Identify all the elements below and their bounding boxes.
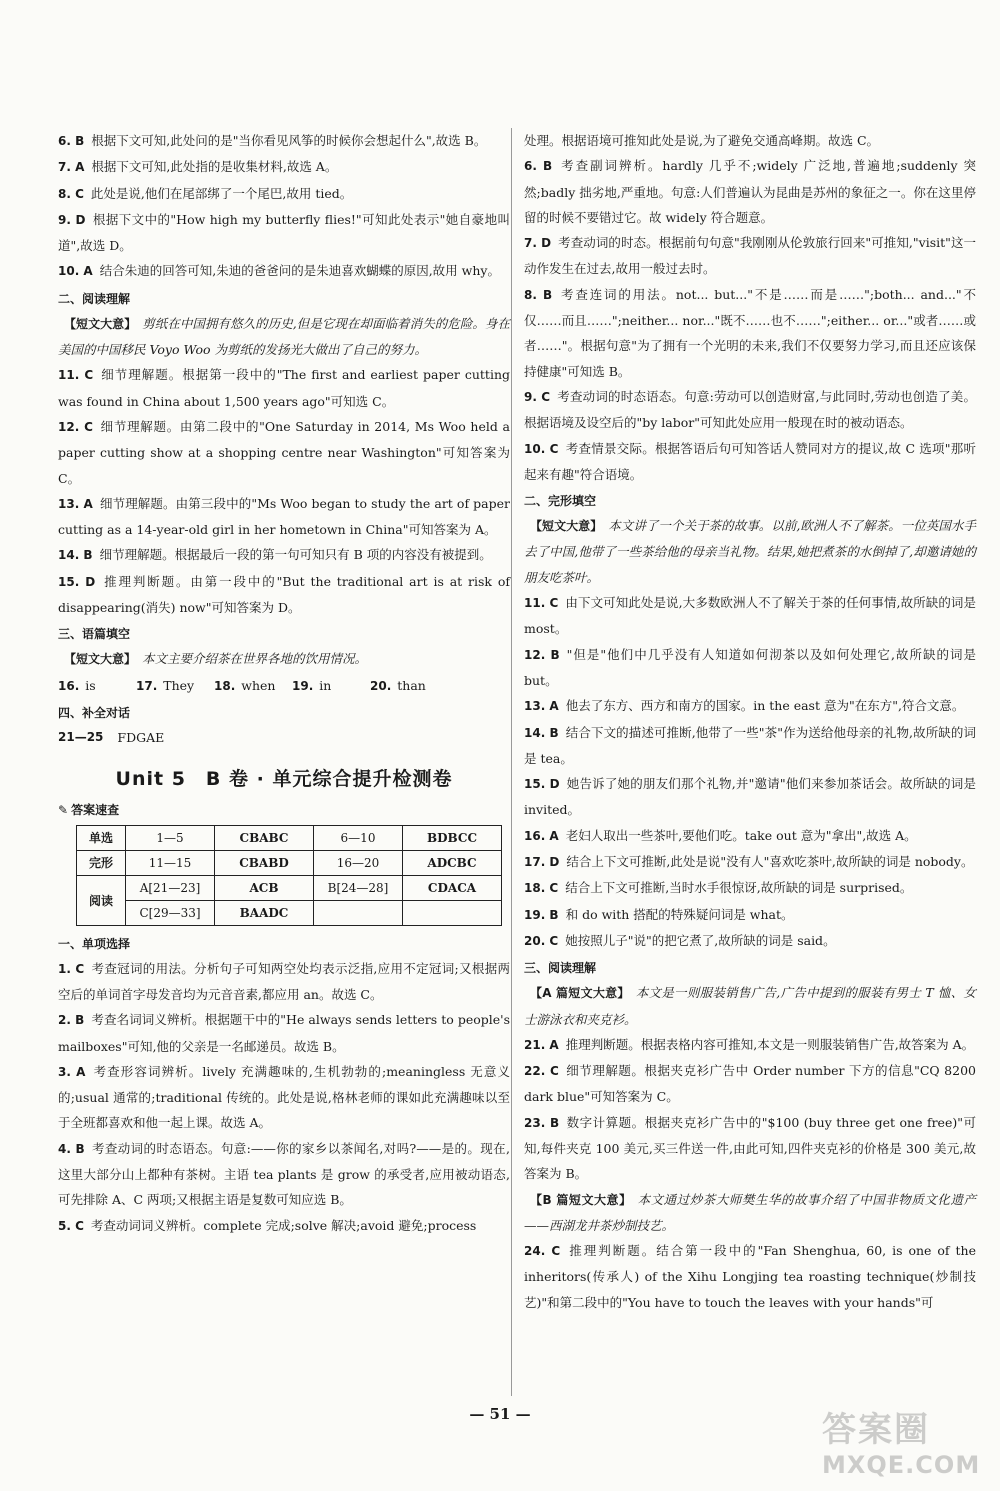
answer-item	[58, 362, 510, 414]
answer-item	[58, 207, 510, 259]
answer-number: 10. C	[524, 441, 559, 456]
answer-explanation: 推理判断题。根据表格内容可推知,本文是一则服装销售广告,故答案为 A。	[565, 1036, 975, 1052]
right-column	[524, 128, 976, 1315]
cloze-answer-number: 18.	[214, 678, 236, 693]
answer-item	[524, 1032, 976, 1058]
answer-number: 18. C	[524, 881, 559, 896]
answer-item	[524, 1110, 976, 1187]
answer-item	[524, 771, 976, 823]
answer-table-cell: CBABC	[215, 825, 314, 850]
cloze-answer-word: They	[163, 677, 195, 693]
answer-number: 19. B	[524, 907, 559, 922]
answer-table-row	[77, 900, 502, 925]
pen-icon: ✎	[58, 802, 69, 817]
answer-explanation: 考查动词的时态语态。句意:劳动可以创造财富,与此同时,劳动也创造了美。根据语境及设空后的"by labor"可知此处应用一般现在时的被动语态。	[524, 388, 976, 431]
answer-explanation: 考查动词的时态语态。句意:——你的家乡以茶闻名,对吗?——是的。现在,这里大部分山上都种有茶树。主语 tea plants 是 grow 的承受者,应用被动语态,可先排除 A、C 两项;又根据主语是复数可知应选 B。	[58, 1140, 510, 1208]
answer-number: 22. C	[524, 1064, 559, 1079]
summary-paragraph	[524, 980, 976, 1032]
answer-item	[524, 230, 976, 282]
answer-item	[58, 491, 510, 543]
answer-number: 17. D	[524, 855, 560, 870]
summary-paragraph	[58, 311, 510, 363]
answer-explanation: 结合上下文可推断,此处是说"没有人"喜欢吃茶叶,故所缺的词是 nobody。	[566, 854, 974, 870]
answer-number: 13. A	[58, 496, 93, 511]
answer-table-cell: C[29—33]	[126, 900, 215, 925]
cloze-answers-row	[58, 673, 510, 699]
answer-quick-check-label: 答案速查	[71, 802, 120, 817]
answer-item	[58, 258, 510, 284]
answer-item	[524, 849, 976, 875]
cloze-answer-word: than	[397, 677, 426, 693]
answer-table-cell: 完形	[77, 850, 126, 875]
answer-table	[76, 825, 502, 926]
answer-item	[58, 181, 510, 207]
cloze-answer-number: 17.	[136, 678, 158, 693]
answer-item	[58, 154, 510, 180]
answer-quick-check-heading	[58, 799, 510, 821]
answer-item	[58, 414, 510, 491]
answer-table-cell	[403, 900, 502, 925]
answer-table-cell: 单选	[77, 825, 126, 850]
cloze-answer	[214, 673, 292, 699]
answer-explanation: 他去了东方、西方和南方的国家。in the east 意为"在东方",符合文意。	[565, 698, 965, 714]
answer-explanation: 结合下文的描述可推断,他带了一些"茶"作为送给他母亲的礼物,故所缺的词是 tea。	[524, 724, 976, 766]
answer-explanation: 结合上下文可推断,当时水手很惊讶,故所缺的词是 surprised。	[565, 880, 913, 896]
section-heading: 二、完形填空	[524, 494, 597, 509]
answer-number: 8. B	[524, 287, 553, 302]
answer-explanation: 此处是说,他们在尾部绑了一个尾巴,故用 tied。	[90, 185, 353, 201]
continued-text: 处理。根据语境可推知此处是说,为了避免交通高峰期。故选 C。	[524, 133, 880, 148]
answer-table-cell: CBABD	[215, 850, 314, 875]
answer-number: 15. D	[524, 777, 560, 792]
answer-explanation: 推理判断题。由第一段中的"But the traditional art is at risk of disappearing(消失) now"可知答案为 D。	[58, 573, 510, 616]
dialog-answer-row	[58, 725, 510, 750]
answer-explanation: 老妇人取出一些茶叶,要他们吃。take out 意为"拿出",故选 A。	[565, 827, 917, 843]
watermark-logo	[822, 1402, 981, 1487]
answer-explanation: 考查动词词义辨析。complete 完成;solve 解决;avoid 避免;process	[90, 1217, 477, 1233]
section-heading: 一、单项选择	[58, 936, 131, 951]
answer-explanation: 细节理解题。由第二段中的"One Saturday in 2014, Ms Woo held a paper cutting show at a shopping centre near Washington"可知答案为 C。	[58, 418, 510, 486]
answer-item	[524, 875, 976, 901]
answer-item	[524, 720, 976, 772]
left-column	[58, 128, 510, 1239]
answer-item	[58, 1007, 510, 1059]
answer-table-row	[77, 850, 502, 875]
answer-explanation: 根据下文可知,此处问的是"当你看见风筝的时候你会想起什么",故选 B。	[91, 133, 487, 148]
summary-tag: 【A 篇短文大意】	[530, 986, 630, 1001]
answer-explanation: 推理判断题。结合第一段中的"Fan Shenghua, 60, is one of the inheritors(传承人) of the Xihu Longjing tea roasting technique(炒制技艺)"和第二段中的"You have to touch the leaves with your hands"可	[524, 1243, 977, 1310]
answer-item	[524, 1058, 976, 1110]
dialog-answer-letters: FDGAE	[117, 729, 165, 745]
answer-number: 7. A	[58, 160, 85, 175]
answer-number: 11. C	[524, 596, 559, 611]
answer-explanation: 和 do with 搭配的特殊疑问词是 what。	[565, 906, 794, 922]
answer-number: 2. B	[58, 1013, 85, 1028]
answer-item	[58, 569, 510, 621]
answer-table-cell: BDBCC	[403, 825, 502, 850]
answer-explanation: 考查情景交际。根据答语后句可知答话人赞同对方的提议,故 C 选项"那听起来有趣"符合语境。	[524, 440, 976, 482]
answer-number: 7. D	[524, 236, 552, 251]
page-number: — 51 —	[469, 1405, 531, 1423]
answer-table-cell: 16—20	[314, 850, 403, 875]
answer-explanation: 考查连词的用法。not... but..."不是……而是……";both... and..."不仅……而且……";neither... nor..."既不……也不……";either... or..."或者……或者……"。根据句意"为了拥有一个光明的未来,我们不仅要努力学习,而且还应该保持健康"可知选 B。	[524, 286, 977, 379]
cloze-answer	[370, 673, 448, 699]
section-heading: 四、补全对话	[58, 705, 131, 720]
summary-text: 本文讲了一个关于茶的故事。以前,欧洲人不了解茶。一位英国水手去了中国,他带了一些茶给他的母亲当礼物。结果,她把煮茶的水倒掉了,却邀请她的朋友吃茶叶。	[524, 518, 976, 585]
answer-explanation: 由下文可知此处是说,大多数欧洲人不了解关于茶的任何事情,故所缺的词是 most。	[524, 595, 976, 637]
answer-item	[58, 542, 510, 568]
cloze-answer-word: is	[85, 677, 96, 693]
answer-explanation: 她按照儿子"说"的把它煮了,故所缺的词是 said。	[565, 932, 836, 948]
summary-tag: 【短文大意】	[530, 519, 603, 534]
answer-item	[58, 1059, 510, 1136]
answer-item	[58, 128, 510, 154]
answer-item	[524, 823, 976, 849]
answer-number: 16. A	[524, 828, 559, 843]
answer-item	[524, 902, 976, 928]
watermark-big-text: 答案圈	[822, 1410, 930, 1450]
answer-explanation: 考查动词的时态。根据前句句意"我刚刚从伦敦旅行回来"可推知,"visit"这一动作发生在过去,故用一般过去时。	[524, 235, 977, 277]
answer-number: 3. A	[58, 1064, 86, 1079]
summary-text: 剪纸在中国拥有悠久的历史,但是它现在却面临着消失的危险。身在美国的中国移民 Voyo Woo 为剪纸的发扬光大做出了自己的努力。	[58, 315, 510, 358]
summary-tag: 【B 篇短文大意】	[530, 1192, 632, 1207]
answer-item	[58, 956, 510, 1008]
answer-number: 13. A	[524, 699, 559, 714]
answer-number: 8. C	[58, 186, 84, 201]
answer-table-cell: 11—15	[126, 850, 215, 875]
answer-table-cell: BAADC	[215, 900, 314, 925]
unit-title: Unit 5 B 卷 · 单元综合提升检测卷	[115, 767, 453, 790]
answer-number: 23. B	[524, 1115, 560, 1130]
summary-tag: 【短文大意】	[64, 316, 137, 331]
answer-number: 6. B	[58, 134, 85, 148]
answer-item	[524, 282, 976, 384]
section-heading: 二、阅读理解	[58, 291, 131, 306]
answer-table-cell: A[21—23]	[126, 875, 215, 900]
summary-text: 本文是一则服装销售广告,广告中提到的服装有男士 T 恤、女士游泳衣和夹克衫。	[524, 985, 976, 1027]
answer-table-cell: 6—10	[314, 825, 403, 850]
answer-number: 21. A	[524, 1037, 559, 1052]
answer-explanation: 细节理解题。由第三段中的"Ms Woo began to study the art of paper cutting as a 14-year-old girl in her hometown in China"可知答案为 A。	[58, 495, 510, 538]
answer-number: 15. D	[58, 574, 96, 589]
answer-explanation: 根据下文可知,此处指的是收集材料,故选 A。	[91, 159, 338, 175]
answer-number: 14. B	[524, 725, 559, 740]
answer-item	[524, 693, 976, 719]
section-heading: 三、语篇填空	[58, 627, 131, 642]
answer-table-cell: 阅读	[77, 875, 126, 925]
answer-table-cell: B[24—28]	[314, 875, 403, 900]
section-heading: 三、阅读理解	[524, 961, 597, 976]
summary-text: 本文主要介绍茶在世界各地的饮用情况。	[142, 651, 368, 667]
answer-explanation: 数字计算题。根据夹克衫广告中的"$100 (buy three get one free)"可知,每件夹克 100 美元,买三件送一件,由此可知,四件夹克衫的价格是 300 美元,故答案为 B。	[524, 1114, 976, 1182]
answer-item	[524, 384, 976, 436]
summary-paragraph	[524, 1187, 976, 1239]
answer-table-row	[77, 825, 502, 850]
cloze-answer-word: when	[241, 677, 276, 693]
answer-number: 6. B	[524, 159, 553, 174]
answer-explanation: 考查副词辨析。hardly 几乎不;widely 广泛地,普遍地;suddenly 突然;badly 拙劣地,严重地。句意:人们普遍认为昆曲是苏州的象征之一。你在这里停留的时候不要错过它。故 widely 符合题意。	[524, 158, 976, 225]
answer-explanation: 细节理解题。根据第一段中的"The first and earliest paper cutting was found in China about 1,500 years ago"可知选 C。	[58, 367, 510, 409]
cloze-answer-number: 20.	[370, 678, 392, 693]
answer-number: 4. B	[58, 1141, 85, 1156]
answer-item	[58, 1136, 510, 1213]
answer-explanation: 考查名词词义辨析。根据题干中的"He always sends letters to people's mailboxes"可知,他的父亲是一名邮递员。故选 B。	[58, 1012, 510, 1054]
answer-item	[524, 153, 976, 230]
cloze-answer	[58, 673, 136, 699]
answer-item	[524, 928, 976, 954]
answer-table-cell: ADCBC	[403, 850, 502, 875]
column-divider	[511, 128, 512, 1396]
answer-number: 9. D	[58, 212, 86, 227]
summary-tag: 【短文大意】	[64, 652, 137, 667]
answer-explanation: 她告诉了她的朋友们那个礼物,并"邀请"他们来参加茶话会。故所缺的词是 invited。	[524, 776, 976, 818]
answer-item	[524, 642, 976, 694]
watermark-small-text: MXQE.COM	[822, 1451, 981, 1479]
cloze-answer	[292, 673, 370, 699]
answer-number: 11. C	[58, 368, 94, 383]
answer-table-row	[77, 875, 502, 900]
answer-number: 24. C	[524, 1244, 561, 1259]
answer-number: 10. A	[58, 264, 93, 279]
cloze-answer-number: 19.	[292, 678, 314, 693]
answer-explanation: "但是"他们中几乎没有人知道如何沏茶以及如何处理它,故所缺的词是 but。	[524, 646, 976, 688]
answer-item	[524, 1238, 976, 1315]
summary-text: 本文通过炒茶大师樊生华的故事介绍了中国非物质文化遗产——西湖龙井茶炒制技艺。	[524, 1191, 976, 1233]
answer-item	[524, 590, 976, 642]
answer-number: 12. B	[524, 647, 560, 662]
answer-explanation: 细节理解题。根据夹克衫广告中 Order number 下方的信息"CQ 8200 dark blue"可知答案为 C。	[524, 1063, 976, 1105]
answer-table-cell: 1—5	[126, 825, 215, 850]
cloze-answer-word: in	[319, 677, 332, 693]
answer-number: 5. C	[58, 1218, 84, 1233]
answer-number: 1. C	[58, 961, 85, 976]
summary-paragraph	[58, 646, 510, 672]
answer-number: 20. C	[524, 933, 559, 948]
answer-explanation: 考查形容词辨析。lively 充满趣味的,生机勃勃的;meaningless 无意义的;usual 通常的;traditional 传统的。此处是说,格林老师的课如此充满趣味以至于全班都喜欢和他一起上课。故选 A。	[58, 1063, 510, 1131]
cloze-answer-number: 16.	[58, 678, 80, 693]
answer-explanation: 考查冠词的用法。分析句子可知两空处均表示泛指,应用不定冠词;又根据两空后的单词首字母发音均为元音音素,都应用 an。故选 C。	[58, 960, 510, 1002]
answer-item	[524, 436, 976, 488]
dialog-answer-range: 21—25	[58, 729, 104, 744]
summary-paragraph	[524, 513, 976, 590]
answer-table-cell	[314, 900, 403, 925]
cloze-answer	[136, 673, 214, 699]
answer-explanation: 结合朱迪的回答可知,朱迪的爸爸问的是朱迪喜欢蝴蝶的原因,故用 why。	[99, 263, 500, 279]
answer-number: 14. B	[58, 548, 93, 563]
answer-table-cell: CDACA	[403, 875, 502, 900]
answer-number: 12. C	[58, 419, 93, 434]
answer-table-cell: ACB	[215, 875, 314, 900]
answer-explanation: 根据下文中的"How high my butterfly flies!"可知此处表示"她自豪地叫道",故选 D。	[58, 211, 510, 254]
answer-explanation: 细节理解题。根据最后一段的第一句可知只有 B 项的内容没有被提到。	[99, 547, 492, 563]
answer-number: 9. C	[524, 389, 551, 404]
answer-item	[58, 1213, 510, 1239]
